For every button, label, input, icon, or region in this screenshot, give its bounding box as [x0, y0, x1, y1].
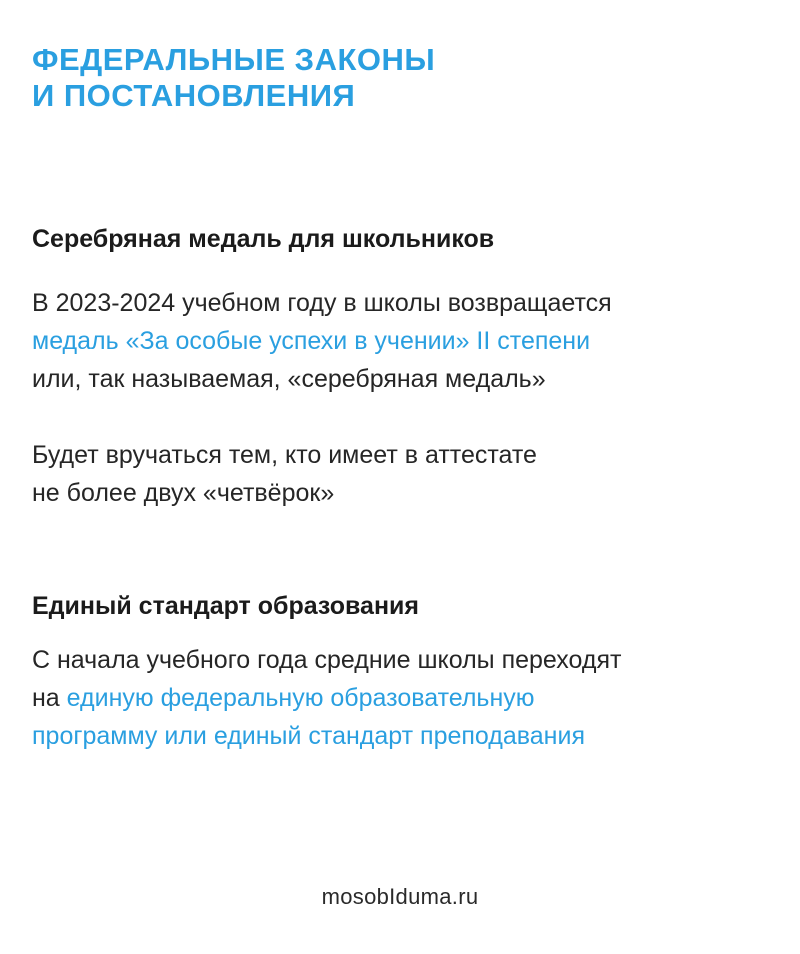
unified-standard-highlight-1: единую федеральную образовательную [66, 684, 535, 712]
silver-medal-heading: Серебряная медаль для школьников [32, 225, 495, 253]
silver-medal-p2-line-2: не более двух «четвёрок» [32, 479, 335, 507]
unified-standard-highlight-2: программу или единый стандарт преподавания [32, 722, 585, 750]
page-title-line-2: И ПОСТАНОВЛЕНИЯ [32, 78, 356, 113]
silver-medal-p2-line-1: Будет вручаться тем, кто имеет в аттестате [32, 441, 537, 469]
unified-standard-line-2 [32, 679, 772, 717]
silver-medal-paragraph-2 [32, 436, 772, 512]
unified-standard-heading: Единый стандарт образования [32, 592, 419, 620]
unified-standard-line-1: С начала учебного года средние школы переходят [32, 646, 622, 674]
page-title [32, 42, 435, 114]
silver-medal-highlight: медаль «За особые успехи в учении» II степени [32, 327, 591, 355]
silver-medal-section [32, 224, 772, 512]
silver-medal-p1-line-3: или, так называемая, «серебряная медаль» [32, 365, 546, 393]
unified-standard-section [32, 591, 772, 755]
unified-standard-line-2-prefix: на [32, 684, 67, 712]
footer-site-link[interactable]: mosobIduma.ru [321, 884, 479, 909]
unified-standard-paragraph [32, 641, 772, 755]
silver-medal-paragraph-1 [32, 284, 772, 398]
silver-medal-p1-line-1: В 2023-2024 учебном году в школы возвращается [32, 289, 612, 317]
page-title-line-1: ФЕДЕРАЛЬНЫЕ ЗАКОНЫ [32, 42, 436, 77]
